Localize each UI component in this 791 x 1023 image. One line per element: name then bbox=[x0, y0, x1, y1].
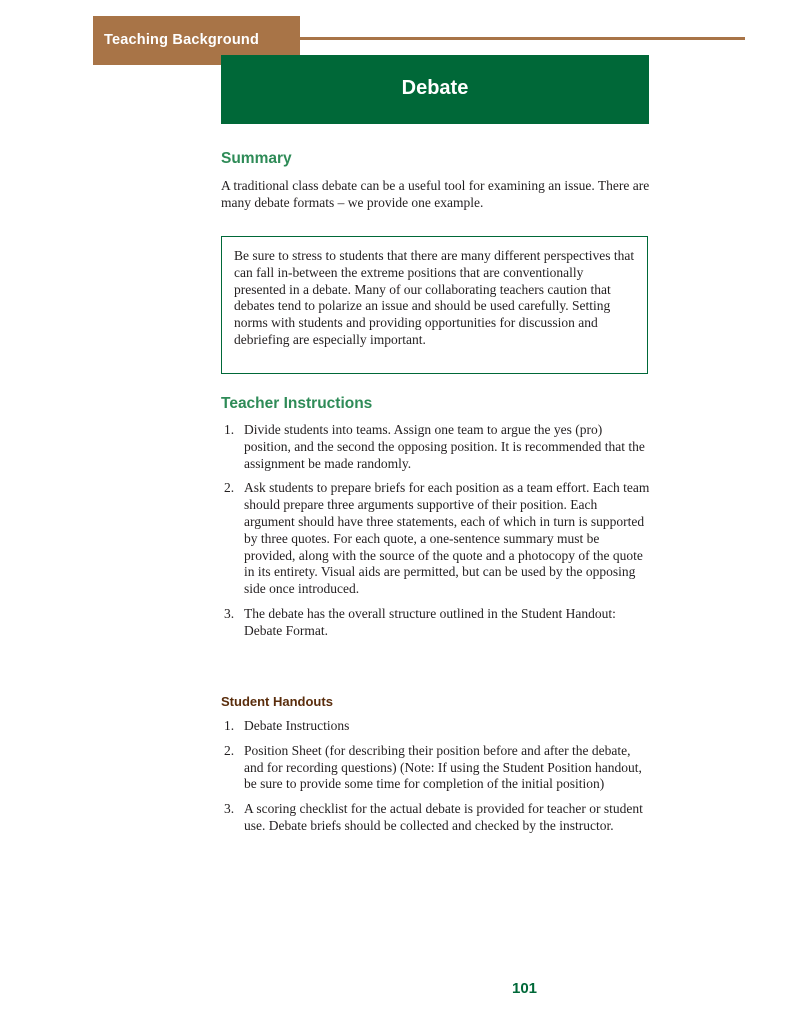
item-number: 3. bbox=[224, 801, 235, 817]
page-title: Debate bbox=[221, 55, 649, 124]
section-tab: Teaching Background bbox=[93, 16, 300, 65]
item-number: 1. bbox=[224, 422, 235, 437]
page-number: 101 bbox=[512, 980, 538, 997]
list-item bbox=[221, 480, 651, 598]
item-text: Position Sheet (for describing their position before and after the debate, and for recording questions) (Note: If using the Student Position handout, be sure to provide some time for completion of the initial position) bbox=[244, 742, 642, 792]
teacher-instructions-list bbox=[221, 422, 651, 648]
summary-heading: Summary bbox=[221, 150, 292, 167]
list-item bbox=[221, 743, 651, 793]
list-item bbox=[221, 801, 651, 835]
list-item bbox=[221, 606, 651, 640]
note-box: Be sure to stress to students that there are many different perspectives that can fall in-between the extreme positions that are conventionally presented in a debate. Many of our collaborating teachers caution that debates tend to polarize an issue and should be used carefully. Setting norms with students and providing opportunities for discussion and debriefing are especially important. bbox=[221, 236, 648, 374]
student-handouts-heading: Student Handouts bbox=[221, 694, 333, 709]
header-rule bbox=[300, 37, 745, 40]
item-text: Ask students to prepare briefs for each position as a team effort. Each team should prepare three arguments supportive of their position. Each argument should have three statements, each of which in turn is supported by three quotes. For each quote, a one-sentence summary must be provided, along with the source of the quote and a photocopy of the quote in its entirety. Visual aids are permitted, but can be used by the opposing side once introduced. bbox=[244, 480, 650, 597]
item-number: 2. bbox=[224, 480, 235, 496]
teacher-instructions-heading: Teacher Instructions bbox=[221, 395, 373, 412]
item-number: 3. bbox=[224, 605, 235, 621]
student-handouts-list bbox=[221, 718, 651, 843]
list-item bbox=[221, 422, 651, 472]
item-text: Divide students into teams. Assign one team to argue the yes (pro) position, and the second the opposing position. It is recommended that the assignment be made randomly. bbox=[244, 422, 645, 471]
item-number: 1. bbox=[224, 718, 235, 733]
item-number: 2. bbox=[224, 742, 235, 758]
item-text: A scoring checklist for the actual debate is provided for teacher or student use. Debate briefs should be collected and checked by the instructor. bbox=[244, 801, 643, 833]
item-text: The debate has the overall structure outlined in the Student Handout: Debate Format. bbox=[244, 605, 616, 638]
item-text: Debate Instructions bbox=[244, 718, 350, 733]
summary-text: A traditional class debate can be a useful tool for examining an issue. There are many debate formats – we provide one example. bbox=[221, 178, 650, 210]
list-item bbox=[221, 718, 651, 735]
